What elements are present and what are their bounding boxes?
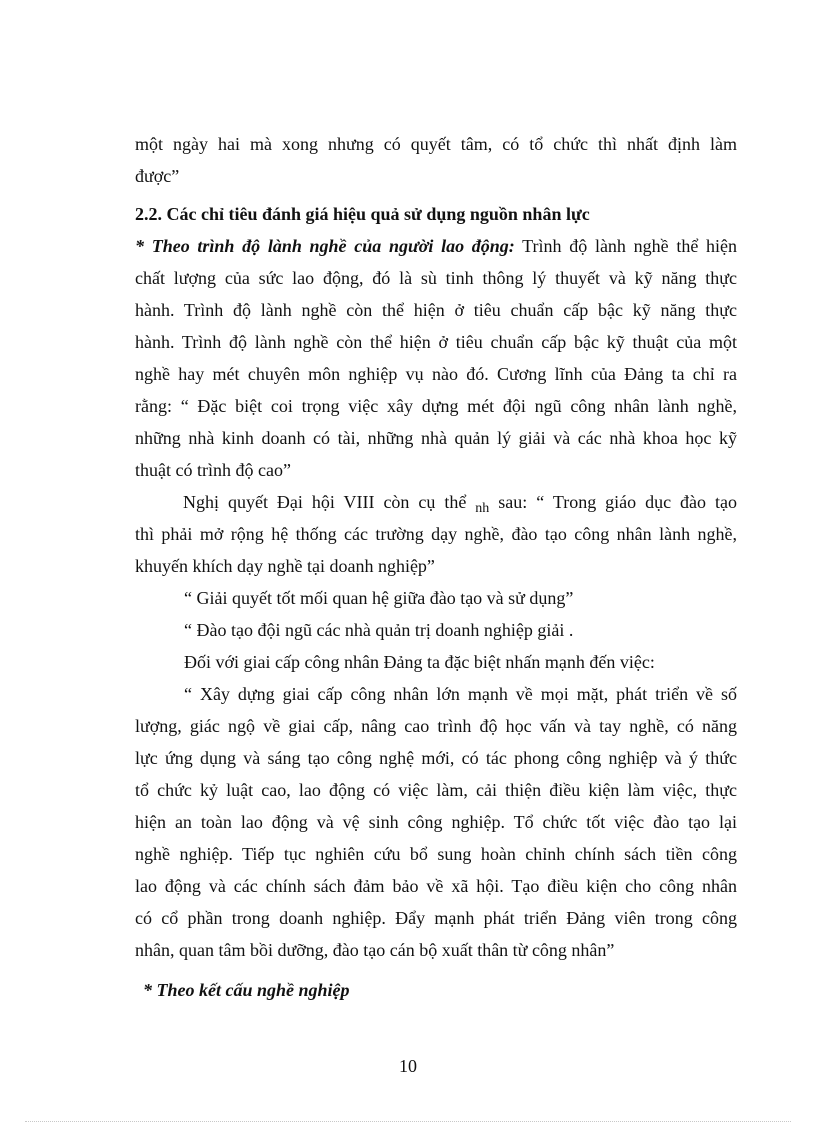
quote-line: lực ứng dụng và sáng tạo công nghệ mới, có tác phong công nghiệp và ý thức	[135, 748, 737, 768]
subsection-heading: * Theo kết cấu nghề nghiệp	[143, 980, 350, 1000]
paragraph-text-fragment: nh	[475, 501, 490, 516]
paragraph-line: Đối với giai cấp công nhân Đảng ta đặc biệt nhấn mạnh đến việc:	[184, 652, 655, 672]
quote-line: lao động và các chính sách đảm bảo về xã hội. Tạo điều kiện cho công nhân	[135, 876, 737, 896]
paragraph-line: thuật có trình độ cao”	[135, 460, 291, 480]
paragraph-line: hành. Trình độ lành nghề còn thể hiện ở tiêu chuẩn cấp bậc kỹ thuật của một	[135, 332, 737, 352]
paragraph-line: nghề hay mét chuyên môn nghiệp vụ nào đó. Cương lĩnh của Đảng ta chỉ ra	[135, 364, 737, 384]
paragraph-line: thì phải mở rộng hệ thống các trường dạy nghề, đào tạo công nhân lành nghề,	[135, 524, 737, 544]
quote-line: nghề nghiệp. Tiếp tục nghiên cứu bổ sung hoàn chỉnh chính sách tiền công	[135, 844, 737, 864]
criterion-label: * Theo trình độ lành nghề của người lao động:	[135, 236, 515, 256]
page-bottom-divider	[25, 1121, 791, 1122]
quote-line: “ Đào tạo đội ngũ các nhà quản trị doanh nghiệp giải .	[184, 620, 574, 640]
quote-line: có cổ phần trong doanh nghiệp. Đẩy mạnh phát triển Đảng viên trong công	[135, 908, 737, 928]
paragraph-line: một ngày hai mà xong nhưng có quyết tâm, có tổ chức thì nhất định làm	[135, 134, 737, 154]
paragraph-line: những nhà kinh doanh có tài, những nhà quản lý giải và các nhà khoa học kỹ	[135, 428, 737, 448]
quote-line: hiện an toàn lao động và vệ sinh công nghiệp. Tổ chức tốt việc đào tạo lại	[135, 812, 737, 832]
paragraph-text: Nghị quyết Đại hội VIII còn cụ thể	[183, 492, 476, 512]
paragraph-line: hành. Trình độ lành nghề còn thể hiện ở tiêu chuẩn cấp bậc kỹ năng thực	[135, 300, 737, 320]
quote-line: lượng, giác ngộ về giai cấp, nâng cao trình độ học vấn và tay nghề, có năng	[135, 716, 737, 736]
paragraph-line: chất lượng của sức lao động, đó là sù tinh thông lý thuyết và kỹ năng thực	[135, 268, 737, 288]
page-number: 10	[399, 1056, 417, 1076]
paragraph-text: sau: “ Trong giáo dục đào tạo	[489, 492, 737, 512]
paragraph-line	[135, 486, 737, 518]
paragraph-text: Trình độ lành nghề thể hiện	[514, 236, 737, 256]
paragraph-line: khuyến khích dạy nghề tại doanh nghiệp”	[135, 556, 435, 576]
paragraph-line: rằng: “ Đặc biệt coi trọng việc xây dựng mét đội ngũ công nhân lành nghề,	[135, 396, 737, 416]
paragraph-line	[135, 230, 737, 262]
quote-line: “ Giải quyết tốt mối quan hệ giữa đào tạo và sử dụng”	[184, 588, 574, 608]
paragraph-line: được”	[135, 166, 180, 186]
body-text	[135, 128, 737, 966]
section-heading: 2.2. Các chỉ tiêu đánh giá hiệu quả sử dụng nguồn nhân lực	[135, 204, 590, 224]
quote-line: tổ chức kỷ luật cao, lao động có việc làm, cải thiện điều kiện làm việc, thực	[135, 780, 737, 800]
quote-line: “ Xây dựng giai cấp công nhân lớn mạnh về mọi mặt, phát triển về số	[184, 684, 737, 704]
quote-line: nhân, quan tâm bồi dưỡng, đào tạo cán bộ xuất thân từ công nhân”	[135, 940, 615, 960]
